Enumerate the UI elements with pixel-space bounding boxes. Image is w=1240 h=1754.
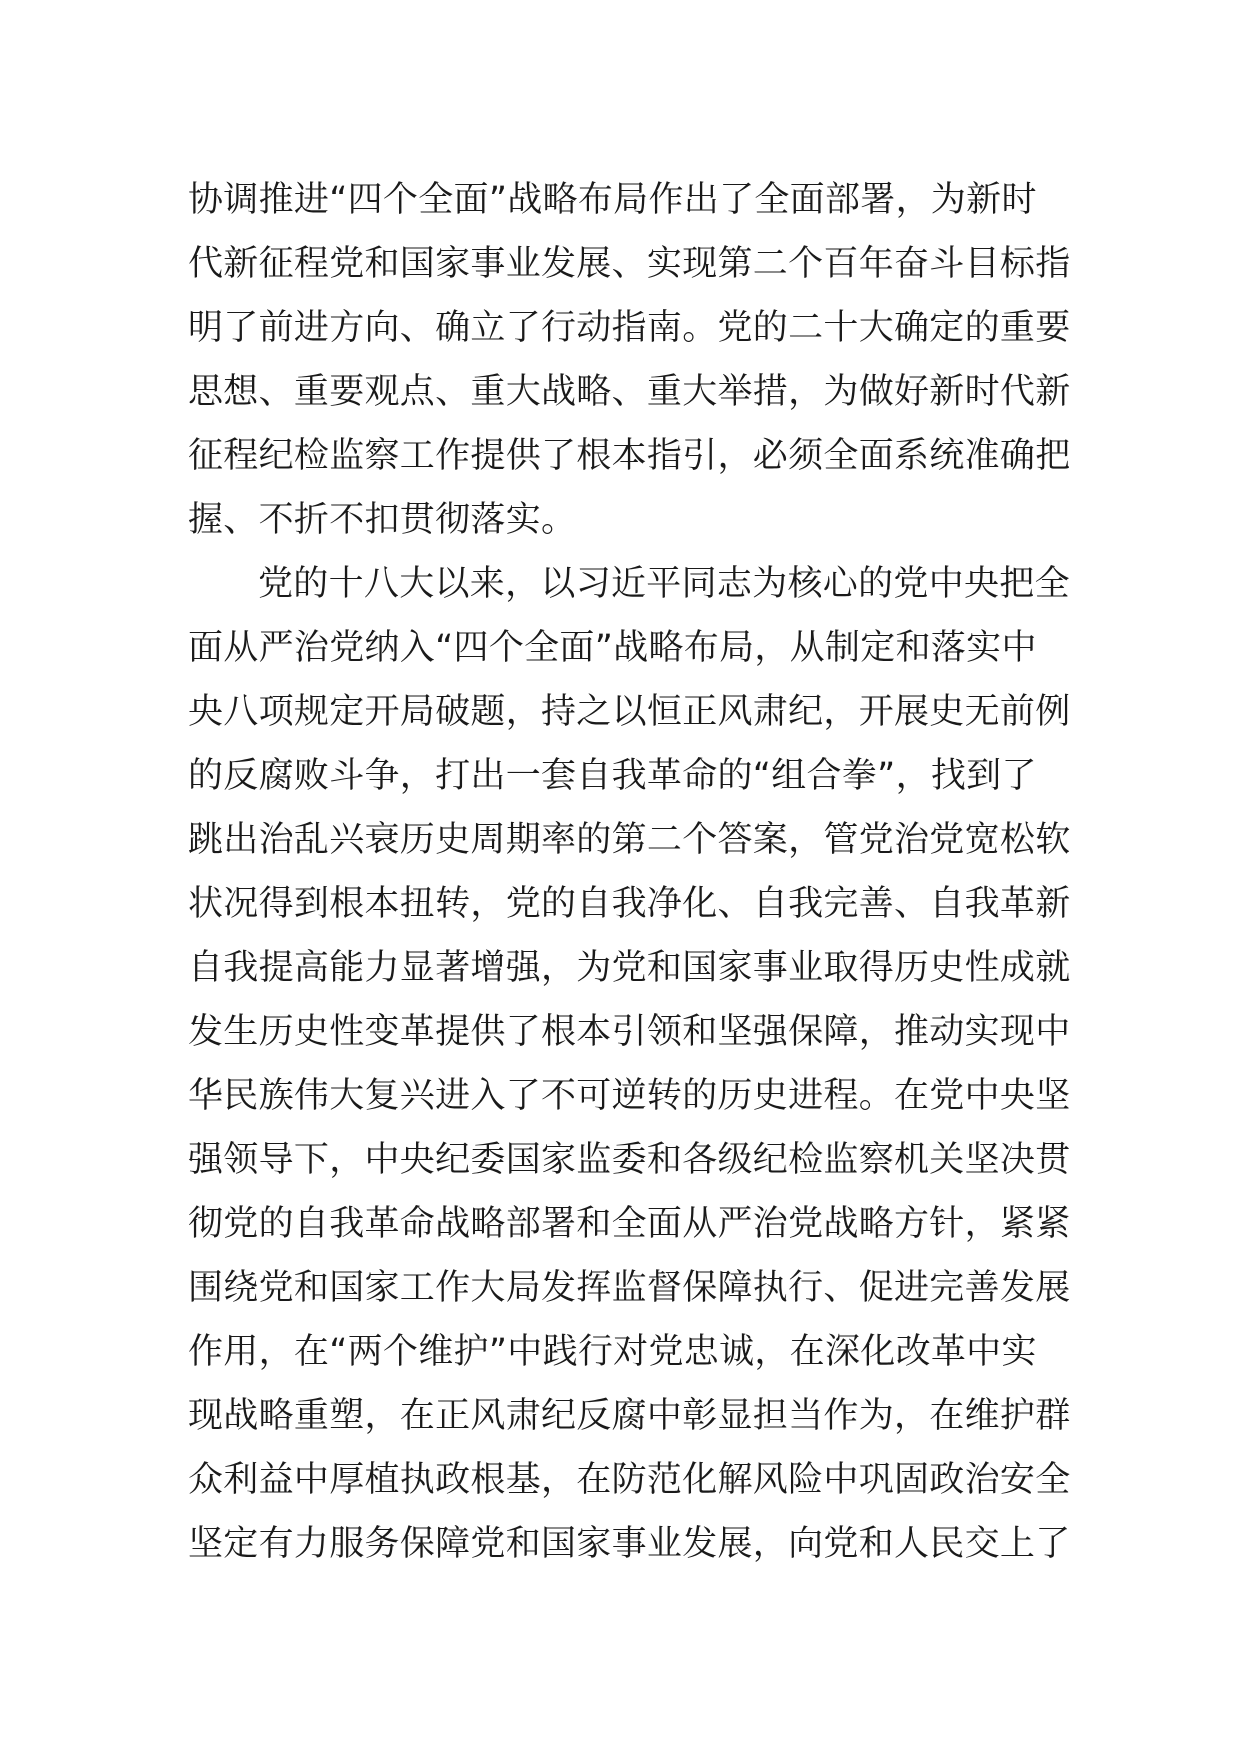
text-line: 央八项规定开局破题，持之以恒正风肃纪，开展史无前例 <box>188 692 1071 732</box>
text-line: 思想、重要观点、重大战略、重大举措，为做好新时代新 <box>188 372 1071 412</box>
text-line: 的反腐败斗争，打出一套自我革命的“组合拳”，找到了 <box>188 756 1037 796</box>
text-line: 状况得到根本扭转，党的自我净化、自我完善、自我革新 <box>188 884 1071 924</box>
text-line: 明了前进方向、确立了行动指南。党的二十大确定的重要 <box>188 308 1071 348</box>
text-line: 协调推进“四个全面”战略布局作出了全面部署，为新时 <box>188 180 1037 220</box>
text-line: 代新征程党和国家事业发展、实现第二个百年奋斗目标指 <box>188 244 1071 284</box>
text-line: 作用，在“两个维护”中践行对党忠诚，在深化改革中实 <box>188 1332 1037 1372</box>
text-line: 现战略重塑，在正风肃纪反腐中彰显担当作为，在维护群 <box>188 1396 1071 1436</box>
text-line: 跳出治乱兴衰历史周期率的第二个答案，管党治党宽松软 <box>188 820 1071 860</box>
text-line: 众利益中厚植执政根基，在防范化解风险中巩固政治安全 <box>188 1460 1071 1500</box>
text-line: 党的十八大以来，以习近平同志为核心的党中央把全 <box>258 564 1070 604</box>
text-line: 征程纪检监察工作提供了根本指引，必须全面系统准确把 <box>188 436 1071 476</box>
text-line: 面从严治党纳入“四个全面”战略布局，从制定和落实中 <box>188 628 1037 668</box>
text-line: 强领导下，中央纪委国家监委和各级纪检监察机关坚决贯 <box>188 1140 1071 1180</box>
text-line: 发生历史性变革提供了根本引领和坚强保障，推动实现中 <box>188 1012 1071 1052</box>
text-line: 坚定有力服务保障党和国家事业发展，向党和人民交上了 <box>188 1524 1071 1564</box>
text-line: 握、不折不扣贯彻落实。 <box>188 500 577 540</box>
text-line: 自我提高能力显著增强，为党和国家事业取得历史性成就 <box>188 948 1071 988</box>
text-line: 华民族伟大复兴进入了不可逆转的历史进程。在党中央坚 <box>188 1076 1071 1116</box>
text-line: 彻党的自我革命战略部署和全面从严治党战略方针，紧紧 <box>188 1204 1071 1244</box>
text-line: 围绕党和国家工作大局发挥监督保障执行、促进完善发展 <box>188 1268 1071 1308</box>
